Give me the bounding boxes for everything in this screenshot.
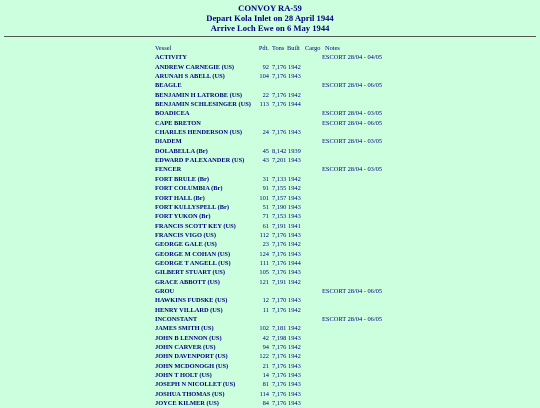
tons-cell: 7,170 <box>272 297 287 305</box>
table-row <box>155 371 540 380</box>
table-row <box>155 278 540 287</box>
built-cell: 1943 <box>288 390 301 398</box>
table-row <box>155 390 540 399</box>
table-row <box>155 380 540 389</box>
table-row <box>155 268 540 277</box>
vessel-name: HAWKINS FUDSKE (US) <box>155 297 228 305</box>
tons-cell: 7,176 <box>272 231 287 239</box>
table-row <box>155 72 540 81</box>
built-cell: 1944 <box>288 259 301 267</box>
pdt-cell: 71 <box>262 213 269 221</box>
table-row <box>155 287 540 296</box>
vessel-name: GEORGE M COHAN (US) <box>155 250 231 258</box>
table-row <box>155 63 540 72</box>
vessel-name: GROU <box>155 287 175 295</box>
tons-cell: 8,142 <box>272 147 287 155</box>
vessel-name: BEAGLE <box>155 82 182 90</box>
pdt-cell: 84 <box>262 400 269 408</box>
table-body <box>155 53 540 408</box>
column-header-notes: Notes <box>325 45 340 52</box>
table-row <box>155 296 540 305</box>
table-row <box>155 165 540 174</box>
table-row <box>155 100 540 109</box>
convoy-title: CONVOY RA-59 <box>238 3 302 13</box>
tons-cell: 7,201 <box>272 157 287 165</box>
table-row <box>155 212 540 221</box>
table-row <box>155 306 540 315</box>
pdt-cell: 102 <box>259 325 269 333</box>
page-header <box>0 0 540 33</box>
built-cell: 1943 <box>288 381 301 389</box>
built-cell: 1942 <box>288 175 301 183</box>
table-row <box>155 231 540 240</box>
column-header-pdt: Pdt. <box>258 45 269 52</box>
pdt-cell: 91 <box>262 185 269 193</box>
tons-cell: 7,181 <box>272 325 287 333</box>
tons-cell: 7,176 <box>272 372 287 380</box>
arrival-line: Arrive Loch Ewe on 6 May 1944 <box>210 23 330 33</box>
tons-cell: 7,176 <box>272 400 287 408</box>
pdt-cell: 114 <box>259 390 269 398</box>
tons-cell: 7,191 <box>272 222 287 230</box>
built-cell: 1941 <box>288 222 301 230</box>
vessel-name: BOADICEA <box>155 110 190 118</box>
built-cell: 1943 <box>288 250 301 258</box>
vessel-name: JOYCE KILMER (US) <box>155 400 219 408</box>
tons-cell: 7,153 <box>272 213 287 221</box>
notes-cell: ESCORT 28/04 - 06/05 <box>322 119 383 127</box>
table-row <box>155 184 540 193</box>
table-row <box>155 128 540 137</box>
table-row <box>155 175 540 184</box>
table-row <box>155 399 540 408</box>
table-row <box>155 250 540 259</box>
tons-cell: 7,176 <box>272 344 287 351</box>
vessel-name: FENCER <box>155 166 182 174</box>
built-cell: 1943 <box>288 334 301 342</box>
vessel-name: JOHN MCDONOGH (US) <box>155 362 229 370</box>
built-cell: 1942 <box>288 185 301 193</box>
table-row <box>155 53 540 62</box>
pdt-cell: 43 <box>262 157 269 165</box>
table-row <box>155 352 540 361</box>
tons-cell: 7,176 <box>272 241 287 249</box>
built-cell: 1943 <box>288 73 301 81</box>
tons-cell: 7,176 <box>272 250 287 258</box>
vessel-name: JOHN T HOLT (US) <box>155 372 212 380</box>
pdt-cell: 124 <box>259 250 269 258</box>
vessel-name: JOHN DAVENPORT (US) <box>155 353 228 361</box>
built-cell: 1942 <box>288 353 301 361</box>
tons-cell: 7,155 <box>272 185 287 193</box>
vessel-name: FORT KULLYSPELL (Br) <box>155 203 229 211</box>
table-row <box>155 137 540 146</box>
pdt-cell: 92 <box>262 63 269 71</box>
vessel-name: FORT YUKON (Br) <box>155 213 211 221</box>
pdt-cell: 45 <box>262 147 269 155</box>
table-row <box>155 147 540 156</box>
built-cell: 1943 <box>288 129 301 137</box>
built-cell: 1943 <box>288 194 301 202</box>
vessel-name: HENRY VILLARD (US) <box>155 306 223 314</box>
vessel-name: JAMES SMITH (US) <box>155 325 214 333</box>
table-row <box>155 315 540 324</box>
vessel-name: JOSEPH N NICOLLET (US) <box>155 381 236 389</box>
table-row <box>155 194 540 203</box>
built-cell: 1942 <box>288 306 301 314</box>
built-cell: 1942 <box>288 325 301 333</box>
table-row <box>155 334 540 343</box>
notes-cell: ESCORT 28/04 - 03/05 <box>322 110 383 118</box>
vessel-name: CAPE BRETON <box>155 119 201 127</box>
tons-cell: 7,176 <box>272 101 287 109</box>
vessel-name: GEORGE T ANGELL (US) <box>155 259 231 267</box>
column-header-tons: Tons <box>272 45 285 52</box>
vessel-name: JOHN B LENNON (US) <box>155 334 222 342</box>
vessel-name: JOSHUA THOMAS (US) <box>155 390 225 398</box>
notes-cell: ESCORT 28/04 - 06/05 <box>322 82 383 90</box>
vessel-name: INCONSTANT <box>155 315 198 323</box>
built-cell: 1942 <box>288 91 301 99</box>
pdt-cell: 21 <box>262 362 269 370</box>
built-cell: 1942 <box>288 278 301 286</box>
table-header-row <box>155 44 540 53</box>
tons-cell: 7,133 <box>272 175 287 183</box>
pdt-cell: 122 <box>259 353 269 361</box>
column-header-vessel: Vessel <box>155 45 172 52</box>
vessel-name: DOLABELLA (Br) <box>155 147 208 155</box>
notes-cell: ESCORT 28/04 - 04/05 <box>322 54 383 62</box>
built-cell: 1944 <box>288 101 301 109</box>
vessel-name: FORT BRULE (Br) <box>155 175 209 183</box>
vessel-name: BENJAMIN H LATROBE (US) <box>155 91 243 99</box>
table-row <box>155 203 540 212</box>
notes-cell: ESCORT 28/04 - 06/05 <box>322 315 383 323</box>
vessel-name: CHARLES HENDERSON (US) <box>155 129 242 137</box>
pdt-cell: 105 <box>259 269 269 277</box>
pdt-cell: 101 <box>259 194 269 202</box>
vessel-name: BENJAMIN SCHLESINGER (US) <box>155 101 251 109</box>
table-row <box>155 324 540 333</box>
table-row <box>155 222 540 231</box>
vessel-name: EDWARD P ALEXANDER (US) <box>155 157 245 165</box>
notes-cell: ESCORT 28/04 - 06/05 <box>322 287 383 295</box>
vessel-name: ACTIVITY <box>155 54 187 62</box>
vessel-name: GRACE ABBOTT (US) <box>155 278 220 286</box>
vessel-name: ANDREW CARNEGIE (US) <box>155 63 235 71</box>
table-row <box>155 81 540 90</box>
table-row <box>155 109 540 118</box>
tons-cell: 7,198 <box>272 334 287 342</box>
tons-cell: 7,176 <box>272 129 287 137</box>
vessel-name: FRANCIS SCOTT KEY (US) <box>155 222 236 230</box>
table-row <box>155 259 540 268</box>
built-cell: 1943 <box>288 213 301 221</box>
tons-cell: 7,176 <box>272 381 287 389</box>
vessel-name: ARUNAH S ABELL (US) <box>155 73 225 81</box>
pdt-cell: 14 <box>262 372 269 380</box>
pdt-cell: 113 <box>259 101 269 109</box>
pdt-cell: 42 <box>262 334 269 342</box>
column-header-cargo: Cargo <box>305 45 321 52</box>
tons-cell: 7,191 <box>272 278 287 286</box>
built-cell: 1943 <box>288 203 301 211</box>
pdt-cell: 11 <box>262 306 269 314</box>
tons-cell: 7,190 <box>272 203 287 211</box>
convoy-table <box>155 44 540 408</box>
tons-cell: 7,176 <box>272 269 287 277</box>
table-row <box>155 240 540 249</box>
vessel-name: FORT COLUMBIA (Br) <box>155 185 223 193</box>
pdt-cell: 51 <box>262 203 269 211</box>
tons-cell: 7,176 <box>272 73 287 81</box>
pdt-cell: 121 <box>259 278 269 286</box>
built-cell: 1939 <box>288 147 301 155</box>
pdt-cell: 104 <box>259 73 269 81</box>
tons-cell: 7,157 <box>272 194 287 202</box>
vessel-name: GEORGE GALE (US) <box>155 241 217 249</box>
tons-cell: 7,176 <box>272 63 287 71</box>
built-cell: 1943 <box>288 372 301 380</box>
built-cell: 1942 <box>288 63 301 71</box>
pdt-cell: 112 <box>259 231 269 239</box>
vessel-name: FRANCIS VIGO (US) <box>155 231 216 239</box>
tons-cell: 7,176 <box>272 353 287 361</box>
built-cell: 1942 <box>288 241 301 249</box>
pdt-cell: 81 <box>262 381 269 389</box>
pdt-cell: 23 <box>262 241 269 249</box>
built-cell: 1943 <box>288 362 301 370</box>
pdt-cell: 94 <box>262 344 269 351</box>
built-cell: 1943 <box>288 269 301 277</box>
table-row <box>155 91 540 100</box>
built-cell: 1943 <box>288 400 301 408</box>
table-row <box>155 156 540 165</box>
tons-cell: 7,176 <box>272 390 287 398</box>
tons-cell: 7,176 <box>272 306 287 314</box>
header-divider <box>4 36 536 37</box>
tons-cell: 7,176 <box>272 362 287 370</box>
built-cell: 1943 <box>288 157 301 165</box>
pdt-cell: 111 <box>259 259 269 267</box>
pdt-cell: 24 <box>262 129 269 137</box>
notes-cell: ESCORT 28/04 - 03/05 <box>322 138 383 146</box>
table-row <box>155 343 540 352</box>
built-cell: 1942 <box>288 344 301 351</box>
pdt-cell: 61 <box>262 222 269 230</box>
pdt-cell: 22 <box>262 91 269 99</box>
departure-line: Depart Kola Inlet on 28 April 1944 <box>206 13 334 23</box>
vessel-name: JOHN CARVER (US) <box>155 344 216 351</box>
table-row <box>155 362 540 371</box>
vessel-name: DIADEM <box>155 138 182 146</box>
pdt-cell: 12 <box>262 297 269 305</box>
column-header-built: Built <box>287 45 300 52</box>
notes-cell: ESCORT 28/04 - 03/05 <box>322 166 383 174</box>
pdt-cell: 31 <box>262 175 269 183</box>
built-cell: 1943 <box>288 297 301 305</box>
table-row <box>155 119 540 128</box>
tons-cell: 7,176 <box>272 259 287 267</box>
vessel-name: GILBERT STUART (US) <box>155 269 225 277</box>
tons-cell: 7,176 <box>272 91 287 99</box>
built-cell: 1943 <box>288 231 301 239</box>
vessel-name: FORT HALL (Br) <box>155 194 205 202</box>
